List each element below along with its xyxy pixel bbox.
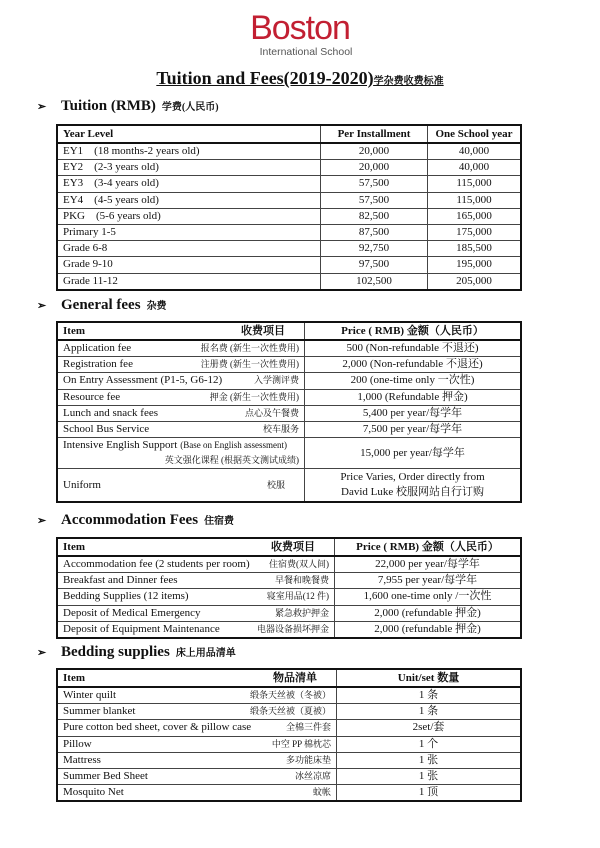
item-name-cn: 英文强化课程 (根据英文测试成绩) <box>164 455 299 466</box>
item-value: 2,000 (refundable 押金) <box>335 605 522 621</box>
heading-text: General fees <box>61 297 141 313</box>
item-value: 1 条 <box>337 687 522 704</box>
item-value: 1 个 <box>337 736 522 752</box>
item-name: Summer blanket <box>63 705 136 718</box>
table-row <box>57 736 521 752</box>
tuition-table <box>56 124 522 291</box>
column-header: Item <box>63 540 85 553</box>
title-cn: 学杂费收费标准 <box>373 76 444 87</box>
table-cell: 87,500 <box>321 224 428 240</box>
table-row <box>57 192 521 208</box>
item-name: Summer Bed Sheet <box>63 770 148 783</box>
item-name: Mattress <box>63 753 101 766</box>
table-cell: Grade 6-8 <box>57 241 321 257</box>
column-header-cn: 收费项目 <box>271 540 315 553</box>
item-name: Registration fee <box>63 358 133 371</box>
item-name-cn: 报名费 (新生一次性费用) <box>200 343 299 354</box>
item-name-cn: 寝室用品(12 件) <box>266 591 329 602</box>
item-name: Pure cotton bed sheet, cover & pillow case <box>63 721 252 734</box>
item-name: Lunch and snack fees <box>63 406 158 419</box>
column-header: Price ( RMB) 金额（人民币） <box>335 538 522 556</box>
table-cell: 57,500 <box>321 176 428 192</box>
column-header: Year Level <box>57 125 321 143</box>
table-cell: EY4 (4-5 years old) <box>57 192 321 208</box>
item-name: Application fee <box>63 342 132 355</box>
item-name-cn: 押金 (新生一次性费用) <box>209 391 299 402</box>
table-cell: EY2 (2-3 years old) <box>57 160 321 176</box>
table-row <box>57 373 521 389</box>
section-heading-bedding <box>37 644 236 661</box>
item-name-cn: 入学测评费 <box>253 375 299 386</box>
table-row <box>57 257 521 273</box>
table-cell: Grade 9-10 <box>57 257 321 273</box>
table-row <box>57 389 521 405</box>
table-row <box>57 469 521 503</box>
column-header-cn: 物品清单 <box>273 671 317 684</box>
item-value: 5,400 per year/每学年 <box>305 405 522 421</box>
column-header: Item <box>63 324 85 337</box>
table-row <box>57 224 521 240</box>
item-name-cn: 校车服务 <box>262 424 299 435</box>
heading-text: Tuition (RMB) <box>61 98 156 114</box>
table-row <box>57 357 521 373</box>
item-value: 1 顶 <box>337 785 522 802</box>
table-row <box>57 241 521 257</box>
table-row <box>57 421 521 437</box>
table-cell: EY1 (18 months-2 years old) <box>57 143 321 160</box>
section-heading-tuition <box>37 98 219 115</box>
heading-cn: 学费(人民币) <box>161 102 219 113</box>
table-cell: 40,000 <box>428 143 522 160</box>
table-cell: 115,000 <box>428 192 522 208</box>
table-cell: 92,750 <box>321 241 428 257</box>
school-logo <box>0 10 600 58</box>
item-value: 200 (one-time only 一次性) <box>305 373 522 389</box>
bedding-table <box>56 668 522 802</box>
table-row <box>57 273 521 290</box>
item-name: Deposit of Equipment Maintenance <box>63 622 220 635</box>
page-title <box>0 68 600 89</box>
item-value: 2,000 (Non-refundable 不退还) <box>305 357 522 373</box>
item-name: Resource fee <box>63 390 121 403</box>
accommodation-table <box>56 537 522 639</box>
item-name: Mosquito Net <box>63 786 124 799</box>
item-value: 7,500 per year/每学年 <box>305 421 522 437</box>
arrow-bullet-icon: ➢ <box>37 101 47 113</box>
column-header: Unit/set 数量 <box>337 669 522 687</box>
item-value: 15,000 per year/每学年 <box>305 438 522 469</box>
item-name: Pillow <box>63 737 92 750</box>
item-name: Uniform <box>63 478 101 491</box>
column-header: One School year <box>428 125 522 143</box>
item-name-cn: 注册费 (新生一次性费用) <box>200 359 299 370</box>
table-cell: 185,500 <box>428 241 522 257</box>
table-cell: Grade 11-12 <box>57 273 321 290</box>
item-name-cn: 住宿费(双人间) <box>269 559 329 570</box>
header-row <box>57 669 521 687</box>
item-name: School Bus Service <box>63 423 150 436</box>
title-en: Tuition and Fees(2019-2020) <box>156 68 374 88</box>
table-cell: 165,000 <box>428 208 522 224</box>
table-row <box>57 605 521 621</box>
heading-text: Accommodation Fees <box>61 512 199 528</box>
item-value: 2set/套 <box>337 720 522 736</box>
table-row <box>57 160 521 176</box>
table-row <box>57 573 521 589</box>
table-cell: 57,500 <box>321 192 428 208</box>
item-name: Accommodation fee (2 students per room) <box>63 558 250 571</box>
table-cell: 195,000 <box>428 257 522 273</box>
item-name-cn: 紧急救护押金 <box>274 607 329 618</box>
header-row <box>57 125 521 143</box>
table-row <box>57 752 521 768</box>
item-name: Breakfast and Dinner fees <box>63 574 178 587</box>
table-row <box>57 208 521 224</box>
item-value: 1 张 <box>337 752 522 768</box>
table-cell: 20,000 <box>321 160 428 176</box>
header-row <box>57 322 521 340</box>
arrow-bullet-icon: ➢ <box>37 647 47 659</box>
item-value: 1,600 one-time only /一次性 <box>335 589 522 605</box>
table-cell: PKG (5-6 years old) <box>57 208 321 224</box>
logo-wordmark: Boston <box>250 9 350 47</box>
item-name-cn: 全棉三件套 <box>285 722 331 733</box>
heading-text: Bedding supplies <box>61 644 170 660</box>
table-row <box>57 621 521 638</box>
item-name-cn: 中空 PP 棉枕芯 <box>271 738 331 749</box>
arrow-bullet-icon: ➢ <box>37 300 47 312</box>
table-row <box>57 556 521 573</box>
item-name-cn: 多功能床垫 <box>285 754 331 765</box>
item-name-cn: 电器设备损坏押金 <box>256 623 329 634</box>
item-value: 22,000 per year/每学年 <box>335 556 522 573</box>
table-cell: 115,000 <box>428 176 522 192</box>
header-row <box>57 538 521 556</box>
item-name-cn: 点心及午餐费 <box>244 407 299 418</box>
item-name: Deposit of Medical Emergency <box>63 606 201 619</box>
heading-cn: 杂费 <box>146 301 167 312</box>
item-name: On Entry Assessment (P1-5, G6-12) <box>63 374 223 387</box>
logo-subtitle: International School <box>259 46 353 58</box>
item-value: 500 (Non-refundable 不退还) <box>305 340 522 357</box>
table-cell: 102,500 <box>321 273 428 290</box>
item-value: 7,955 per year/每学年 <box>335 573 522 589</box>
table-cell: 20,000 <box>321 143 428 160</box>
item-value: Price Varies, Order directly from <box>340 471 485 484</box>
table-row <box>57 176 521 192</box>
table-cell: 97,500 <box>321 257 428 273</box>
table-cell: Primary 1-5 <box>57 224 321 240</box>
table-row <box>57 143 521 160</box>
item-value: 1 条 <box>337 704 522 720</box>
item-value: David Luke 校服网站自行订购 <box>341 486 484 499</box>
item-name-cn: 冰丝凉席 <box>294 771 331 782</box>
item-name-cn: 早餐和晚餐费 <box>274 575 329 586</box>
section-heading-general <box>37 297 167 314</box>
item-value: 2,000 (refundable 押金) <box>335 621 522 638</box>
table-cell: EY3 (3-4 years old) <box>57 176 321 192</box>
item-value: 1,000 (Refundable 押金) <box>305 389 522 405</box>
item-value: 1 张 <box>337 768 522 784</box>
item-name-cn: 蚊帐 <box>312 787 331 798</box>
table-row <box>57 704 521 720</box>
table-row <box>57 687 521 704</box>
table-cell: 40,000 <box>428 160 522 176</box>
table-cell: 205,000 <box>428 273 522 290</box>
column-header: Item <box>63 671 85 684</box>
table-row <box>57 405 521 421</box>
table-row <box>57 720 521 736</box>
item-name-cn: 校服 <box>266 479 285 490</box>
table-row <box>57 589 521 605</box>
heading-cn: 住宿费 <box>204 516 235 527</box>
arrow-bullet-icon: ➢ <box>37 515 47 527</box>
column-header: Per Installment <box>321 125 428 143</box>
item-name-cn: 缎条天丝被（夏被） <box>249 706 331 717</box>
section-heading-accommodation <box>37 512 234 529</box>
item-note: (Base on English assessment) <box>180 440 288 451</box>
table-row <box>57 438 521 469</box>
column-header-cn: 收费项目 <box>241 324 285 337</box>
item-name: Winter quilt <box>63 689 117 702</box>
heading-cn: 床上用品清单 <box>175 648 236 659</box>
item-name-cn: 缎条天丝被（冬被） <box>249 690 331 701</box>
column-header: Price ( RMB) 金额（人民币） <box>305 322 522 340</box>
item-name: Bedding Supplies (12 items) <box>63 590 189 603</box>
table-cell: 82,500 <box>321 208 428 224</box>
table-row <box>57 785 521 802</box>
item-name: Intensive English Support <box>63 439 178 452</box>
general-fees-table <box>56 321 522 503</box>
table-row <box>57 768 521 784</box>
table-cell: 175,000 <box>428 224 522 240</box>
table-row <box>57 340 521 357</box>
